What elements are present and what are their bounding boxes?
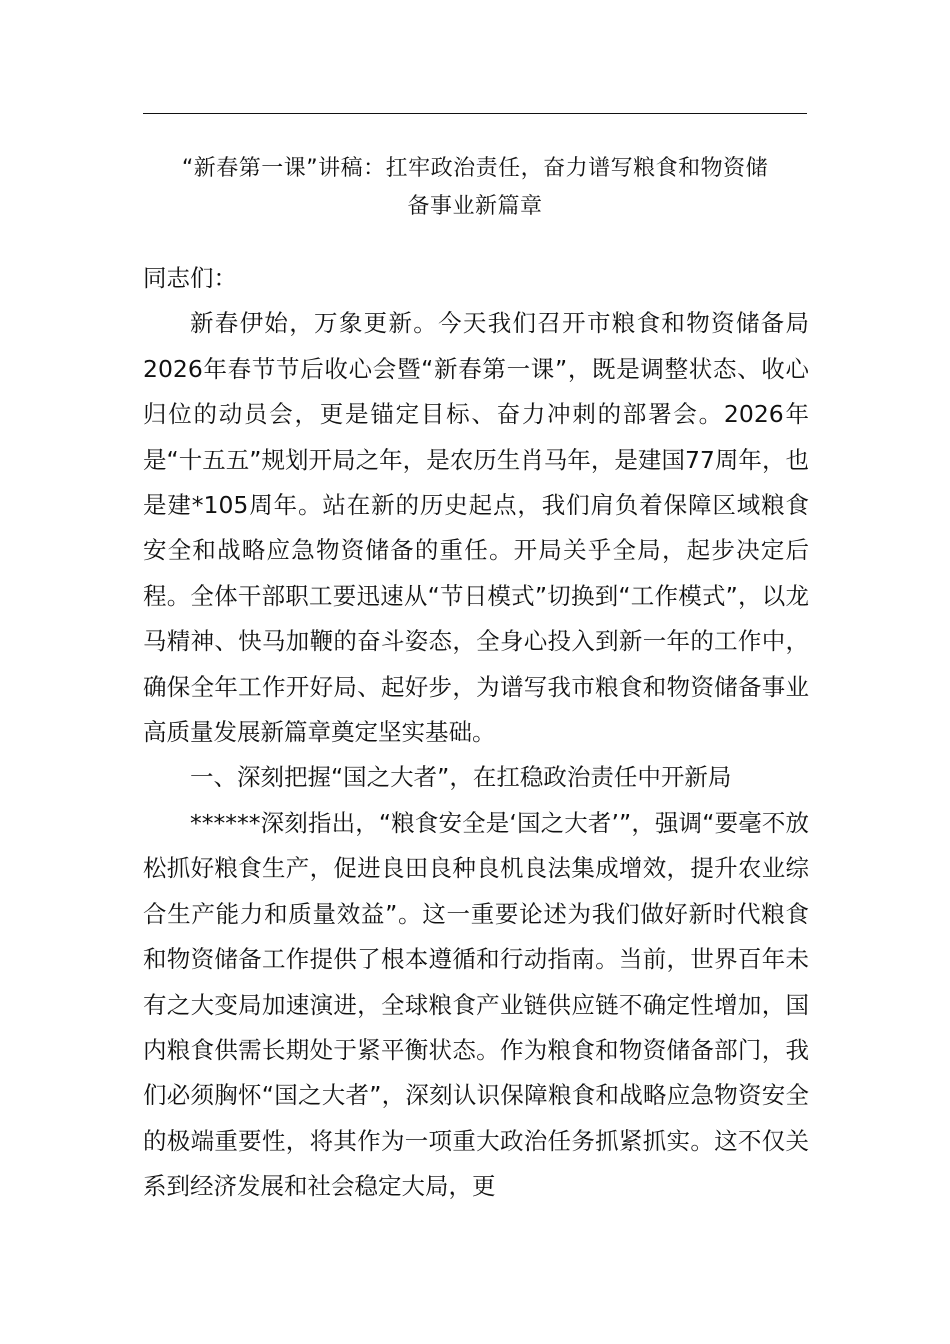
paragraph-intro: 新春伊始，万象更新。今天我们召开市粮食和物资储备局2026年春节节后收心会暨“新春第一课”，既是调整状态、收心归位的动员会，更是锚定目标、奋力冲刺的部署会。2026年是“十五五”规划开局之年，是农历生肖马年，是建国77周年，也是建*105周年。站在新的历史起点，我们肩负着保障区域粮食安全和战略应急物资储备的重任。开局关乎全局，起步决定后程。全体干部职工要迅速从“节日模式”切换到“工作模式”，以龙马精神、快马加鞭的奋斗姿态，全身心投入到新一年的工作中，确保全年工作开好局、起好步，为谱写我市粮食和物资储备事业高质量发展新篇章奠定坚实基础。 xyxy=(143,309,809,747)
greeting: 同志们： xyxy=(143,264,237,292)
document-body xyxy=(143,256,809,1210)
title-line-2: 备事业新篇章 xyxy=(407,194,543,219)
header-rule xyxy=(143,113,807,114)
document-title xyxy=(143,150,807,226)
section-heading-1: 一、深刻把握“国之大者”，在扛稳政治责任中开新局 xyxy=(190,763,732,792)
paragraph-section-1: ******深刻指出，“粮食安全是‘国之大者’”，强调“要毫不放松抓好粮食生产，促进良田良种良机良法集成增效，提升农业综合生产能力和质量效益”。这一重要论述为我们做好新时代粮食和物资储备工作提供了根本遵循和行动指南。当前，世界百年未有之大变局加速演进，全球粮食产业链供应链不确定性增加，国内粮食供需长期处于紧平衡状态。作为粮食和物资储备部门，我们必须胸怀“国之大者”，深刻认识保障粮食和战略应急物资安全的极端重要性，将其作为一项重大政治任务抓紧抓实。这不仅关系到经济发展和社会稳定大局，更 xyxy=(143,808,809,1201)
title-line-1: “新春第一课”讲稿：扛牢政治责任，奋力谱写粮食和物资储 xyxy=(181,156,769,181)
